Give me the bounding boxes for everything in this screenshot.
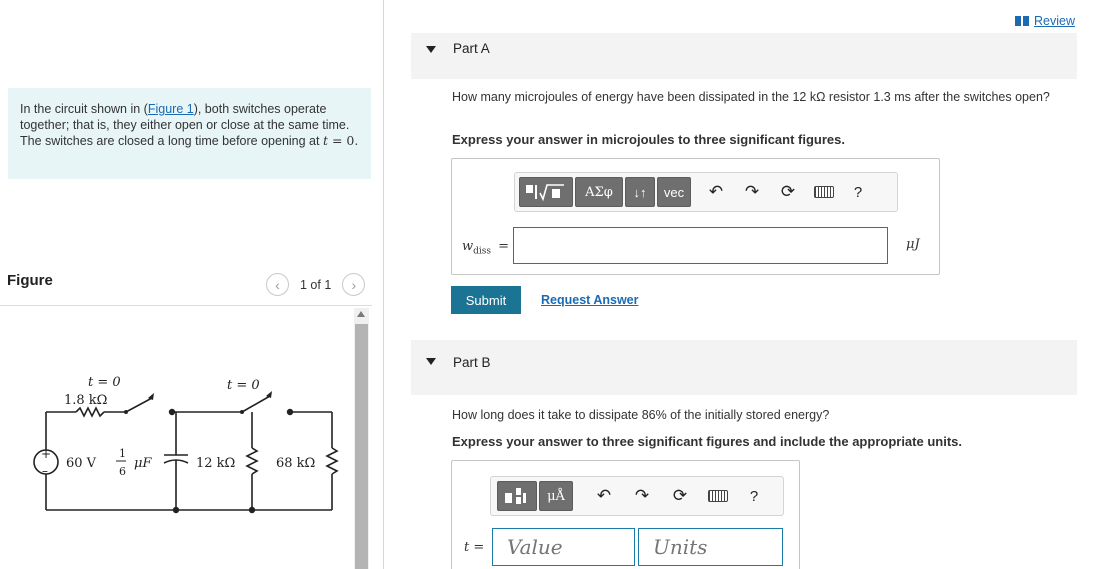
- fraction-sqrt-icon: [524, 181, 568, 203]
- var-sub: diss: [473, 246, 492, 257]
- part-b-answer-box: [451, 460, 800, 569]
- part-b-title: Part B: [453, 355, 491, 370]
- redo-icon[interactable]: ↷: [634, 486, 650, 505]
- eq-sign: =: [498, 239, 510, 254]
- submit-button[interactable]: Submit: [451, 286, 521, 314]
- part-a-answer-input[interactable]: [513, 227, 888, 264]
- part-a-title: Part A: [453, 41, 490, 56]
- redo-icon[interactable]: ↷: [744, 182, 760, 201]
- value-input[interactable]: [492, 528, 635, 566]
- units-button[interactable]: μÅ: [539, 481, 573, 511]
- help-icon[interactable]: ?: [749, 487, 759, 505]
- part-b-variable: t =: [464, 540, 485, 555]
- greek-symbols-button[interactable]: ΑΣφ: [575, 177, 623, 207]
- svg-text:+: +: [41, 447, 52, 461]
- part-a-instruction: Express your answer in microjoules to three significant figures.: [452, 132, 845, 147]
- templates-button[interactable]: [519, 177, 573, 207]
- intro-eq: = 0.: [328, 133, 359, 148]
- r3-label: 68 kΩ: [276, 456, 316, 471]
- vec-button[interactable]: vec: [657, 177, 691, 207]
- figure-divider: [0, 305, 372, 306]
- figure-link[interactable]: Figure 1: [147, 102, 194, 116]
- part-b-header[interactable]: [411, 340, 1077, 395]
- part-a-variable: [462, 239, 509, 257]
- part-a-header[interactable]: [411, 33, 1077, 79]
- book-icon: [1015, 16, 1029, 26]
- keyboard-icon[interactable]: [705, 483, 731, 509]
- r2-label: 12 kΩ: [196, 456, 236, 471]
- cap-unit: μF: [134, 456, 152, 471]
- arrows-button[interactable]: ↓↑: [625, 177, 655, 207]
- undo-icon[interactable]: ↶: [596, 486, 612, 505]
- r1-label: 1.8 kΩ: [64, 393, 108, 408]
- collapse-arrow-icon[interactable]: [426, 358, 436, 365]
- templates-button[interactable]: [497, 481, 537, 511]
- next-figure-button[interactable]: [342, 273, 365, 296]
- intro-var: t: [322, 133, 328, 148]
- intro-text-after: ), both switches operate together; that is, they either open or close at the same time. The switches are closed a long time before opening at: [20, 102, 350, 148]
- review-link-group[interactable]: [1015, 14, 1075, 28]
- part-a-unit: μJ: [906, 237, 920, 252]
- collapse-arrow-icon[interactable]: [426, 46, 436, 53]
- intro-text-before: In the circuit shown in (: [20, 102, 148, 116]
- switch2-label: t = 0: [227, 378, 260, 393]
- cap-denominator: 6: [119, 465, 126, 478]
- figure-scrollbar[interactable]: [354, 308, 369, 569]
- chevron-left-icon: ‹: [275, 276, 280, 293]
- scroll-up-icon[interactable]: [357, 311, 365, 317]
- undo-icon[interactable]: ↶: [708, 182, 724, 201]
- review-link[interactable]: Review: [1034, 14, 1075, 28]
- problem-intro: [8, 88, 371, 179]
- figure-count: 1 of 1: [300, 277, 332, 292]
- scroll-thumb[interactable]: [355, 324, 368, 569]
- request-answer-link[interactable]: Request Answer: [541, 293, 639, 307]
- part-b-instruction: Express your answer to three significant figures and include the appropriate units.: [452, 434, 962, 449]
- fraction-icon: [502, 485, 532, 507]
- help-icon[interactable]: ?: [853, 183, 863, 201]
- var-w: w: [462, 239, 474, 254]
- part-a-question: How many microjoules of energy have been dissipated in the 12 kΩ resistor 1.3 ms after the switches open?: [452, 90, 1050, 104]
- switch1-label: t = 0: [88, 375, 121, 390]
- svg-text:–: –: [42, 464, 48, 478]
- chevron-right-icon: ›: [351, 276, 357, 293]
- source-label: 60 V: [66, 456, 97, 471]
- figure-title: Figure: [7, 272, 53, 289]
- part-b-question: How long does it take to dissipate 86% of the initially stored energy?: [452, 408, 830, 422]
- keyboard-icon[interactable]: [811, 179, 837, 205]
- reset-icon[interactable]: ⟳: [780, 182, 796, 201]
- panel-divider: [383, 0, 384, 569]
- figure-nav: [266, 273, 365, 296]
- part-a-math-toolbar: [514, 172, 898, 212]
- part-b-math-toolbar: [490, 476, 784, 516]
- left-panel: [0, 0, 384, 569]
- prev-figure-button[interactable]: [266, 273, 289, 296]
- circuit-diagram: [20, 360, 350, 520]
- part-a-answer-box: [451, 158, 940, 275]
- reset-icon[interactable]: ⟳: [672, 486, 688, 505]
- units-input[interactable]: [638, 528, 783, 566]
- cap-numerator: 1: [119, 447, 126, 460]
